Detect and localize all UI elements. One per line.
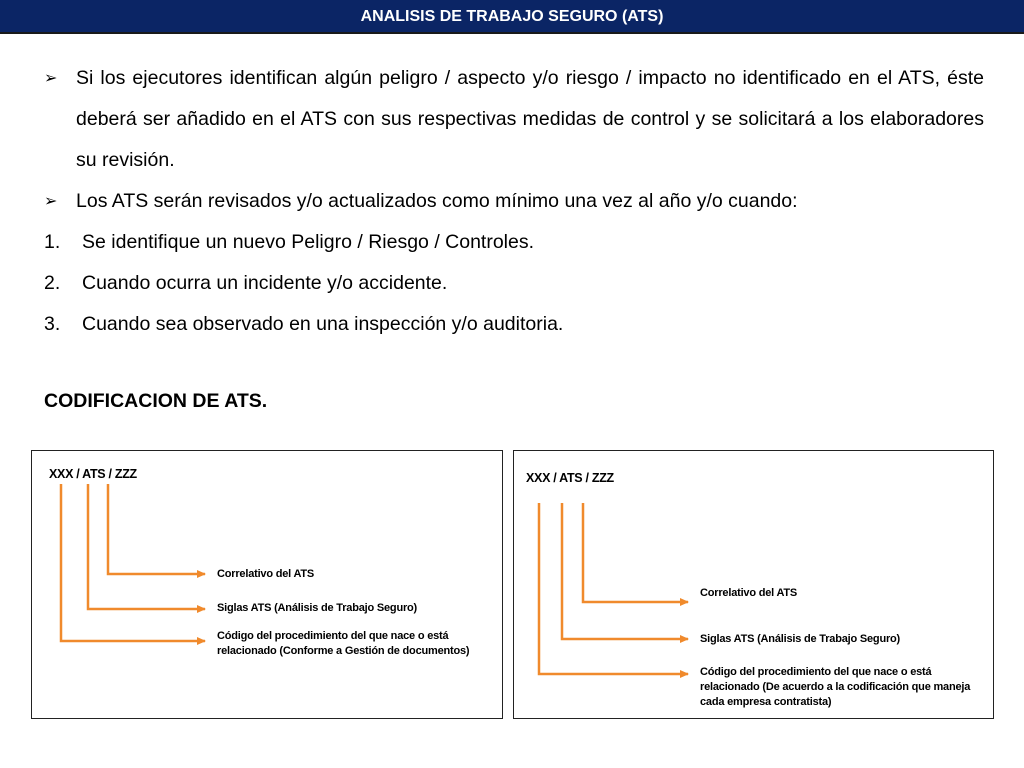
numbered-item <box>44 263 984 304</box>
bullet-text: Si los ejecutores identifican algún peligro / aspecto y/o riesgo / impacto no identificado en el ATS, éste deberá ser añadido en el ATS con sus respectivas medidas de control y se solicitará a los elaboradores su revisión. <box>76 67 984 171</box>
label-codigo: Código del procedimiento del que nace o está relacionado (Conforme a Gestión de documentos) <box>217 630 470 657</box>
label-correlativo: Correlativo del ATS <box>700 587 798 599</box>
arrow-bullet-icon: ➢ <box>44 193 58 210</box>
item-text: Cuando ocurra un incidente y/o accidente. <box>82 272 448 294</box>
coding-diagram-1 <box>31 450 503 719</box>
label-codigo: Código del procedimiento del que nace o está relacionado (De acuerdo a la codificación que maneja cada empresa contratista) <box>700 666 971 708</box>
item-number: 1. <box>44 231 61 253</box>
arrow-line-siglas <box>88 484 205 609</box>
code-format: XXX / ATS / ZZZ <box>49 467 137 481</box>
arrow-line-correlativo <box>583 503 688 602</box>
bullet-item <box>44 58 984 181</box>
item-text: Se identifique un nuevo Peligro / Riesgo / Controles. <box>82 231 535 253</box>
arrow-line-correlativo <box>108 484 205 574</box>
numbered-item <box>44 222 984 263</box>
arrow-line-siglas <box>562 503 688 639</box>
bullet-text: Los ATS serán revisados y/o actualizados como mínimo una vez al año y/o cuando: <box>76 190 798 212</box>
coding-heading: CODIFICACION DE ATS. <box>44 390 268 412</box>
code-format: XXX / ATS / ZZZ <box>526 471 614 485</box>
label-siglas: Siglas ATS (Análisis de Trabajo Seguro) <box>217 602 418 614</box>
item-number: 2. <box>44 272 61 294</box>
diagram-arrows <box>32 451 504 720</box>
item-number: 3. <box>44 313 61 335</box>
label-siglas: Siglas ATS (Análisis de Trabajo Seguro) <box>700 633 901 645</box>
label-correlativo: Correlativo del ATS <box>217 568 315 580</box>
coding-diagram-2 <box>513 450 994 719</box>
page-title: ANALISIS DE TRABAJO SEGURO (ATS) <box>0 0 1024 34</box>
arrow-line-codigo <box>61 484 205 641</box>
bullet-item <box>44 181 984 222</box>
arrow-bullet-icon: ➢ <box>44 70 58 87</box>
item-text: Cuando sea observado en una inspección y/o auditoria. <box>82 313 564 335</box>
content-body <box>44 58 984 345</box>
numbered-item <box>44 304 984 345</box>
